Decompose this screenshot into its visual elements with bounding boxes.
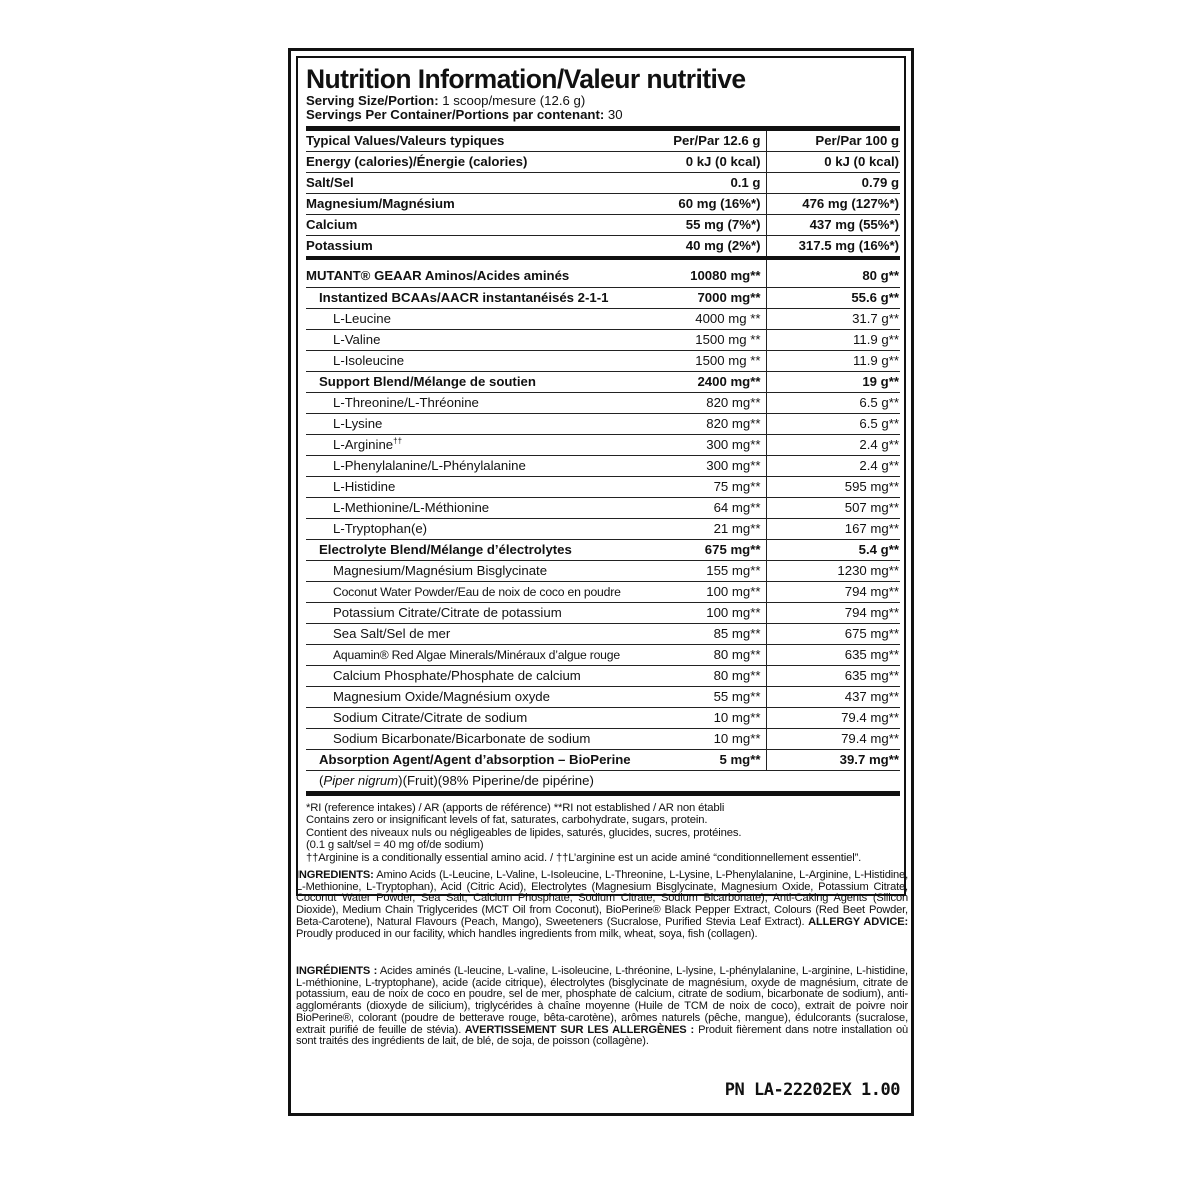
row-name: Calcium — [306, 215, 666, 236]
row-value-serving: 300 mg** — [666, 455, 766, 476]
row-name: L-Histidine — [306, 476, 666, 497]
row-name: Absorption Agent/Agent d’absorption – BioPerine — [306, 749, 666, 770]
table-row — [306, 392, 900, 413]
row-value-serving: 85 mg** — [666, 623, 766, 644]
table-row — [306, 644, 900, 665]
row-value-serving: 10 mg** — [666, 707, 766, 728]
bcaa-row — [306, 287, 900, 308]
row-value-serving: 10080 mg** — [666, 258, 766, 287]
row-name: L-Isoleucine — [306, 350, 666, 371]
row-name: Sodium Citrate/Citrate de sodium — [306, 707, 666, 728]
table-row — [306, 308, 900, 329]
row-value-serving: 10 mg** — [666, 728, 766, 749]
row-value-100g: 476 mg (127%*) — [766, 194, 900, 215]
absorption-agent-row — [306, 749, 900, 770]
table-row — [306, 173, 900, 194]
row-name: Sodium Bicarbonate/Bicarbonate de sodium — [306, 728, 666, 749]
footnote-mark: †† — [393, 436, 403, 446]
servings-per-container: Servings Per Container/Portions par contenant: 30 — [306, 107, 623, 122]
row-value-100g: 11.9 g** — [766, 350, 900, 371]
absorption-note-row — [306, 770, 900, 793]
row-name: Magnesium/Magnésium — [306, 194, 666, 215]
absorption-note: (Piper nigrum)(Fruit)(98% Piperine/de pipérine) — [306, 770, 900, 793]
row-name: Coconut Water Powder/Eau de noix de coco en poudre — [306, 581, 666, 602]
row-value-100g: 0.79 g — [766, 173, 900, 194]
aminos-row — [306, 258, 900, 287]
row-name: MUTANT® GEAAR Aminos/Acides aminés — [306, 258, 666, 287]
row-value-serving: 675 mg** — [666, 539, 766, 560]
row-name: Potassium — [306, 236, 666, 259]
row-value-100g: 635 mg** — [766, 644, 900, 665]
row-value-100g: 5.4 g** — [766, 539, 900, 560]
row-value-100g: 11.9 g** — [766, 329, 900, 350]
row-value-100g: 675 mg** — [766, 623, 900, 644]
support-blend-row — [306, 371, 900, 392]
row-value-100g: 6.5 g** — [766, 392, 900, 413]
row-value-serving: 100 mg** — [666, 602, 766, 623]
row-value-serving: 55 mg** — [666, 686, 766, 707]
header-per-serving: Per/Par 12.6 g — [666, 129, 766, 152]
row-value-100g: 437 mg (55%*) — [766, 215, 900, 236]
row-value-serving: 5 mg** — [666, 749, 766, 770]
nutrition-table — [306, 126, 900, 796]
row-value-serving: 4000 mg ** — [666, 308, 766, 329]
row-value-serving: 820 mg** — [666, 392, 766, 413]
table-row — [306, 581, 900, 602]
row-value-100g: 0 kJ (0 kcal) — [766, 152, 900, 173]
row-value-100g: 31.7 g** — [766, 308, 900, 329]
row-name: L-Phenylalanine/L-Phénylalanine — [306, 455, 666, 476]
row-value-serving: 1500 mg ** — [666, 329, 766, 350]
table-row — [306, 350, 900, 371]
row-value-serving: 7000 mg** — [666, 287, 766, 308]
row-value-serving: 80 mg** — [666, 644, 766, 665]
row-value-100g: 167 mg** — [766, 518, 900, 539]
table-row — [306, 560, 900, 581]
row-name: Instantized BCAAs/AACR instantanéisés 2-1-1 — [306, 287, 666, 308]
row-value-serving: 0.1 g — [666, 173, 766, 194]
row-name: L-Valine — [306, 329, 666, 350]
row-value-serving: 155 mg** — [666, 560, 766, 581]
row-value-100g: 79.4 mg** — [766, 707, 900, 728]
row-value-100g: 2.4 g** — [766, 434, 900, 455]
row-value-serving: 64 mg** — [666, 497, 766, 518]
table-row — [306, 215, 900, 236]
row-value-100g: 635 mg** — [766, 665, 900, 686]
row-name: Salt/Sel — [306, 173, 666, 194]
row-value-100g: 595 mg** — [766, 476, 900, 497]
row-name: L-Lysine — [306, 413, 666, 434]
footnote-line: ††Arginine is a conditionally essential amino acid. / ††L’arginine est un acide aminé “conditionnellement essentiel”. — [306, 851, 862, 864]
footnote-line: *RI (reference intakes) / AR (apports de référence) **RI not established / AR non établi — [306, 801, 725, 814]
row-name: Electrolyte Blend/Mélange d’électrolytes — [306, 539, 666, 560]
row-value-100g: 6.5 g** — [766, 413, 900, 434]
table-row — [306, 476, 900, 497]
row-value-serving: 0 kJ (0 kcal) — [666, 152, 766, 173]
footnote-line: Contient des niveaux nuls ou négligeables de lipides, saturés, glucides, sucres, protéines. — [306, 826, 742, 839]
serving-size: Serving Size/Portion: 1 scoop/mesure (12.6 g) — [306, 93, 586, 108]
row-value-100g: 317.5 mg (16%*) — [766, 236, 900, 259]
table-row — [306, 329, 900, 350]
footnote-line: Contains zero or insignificant levels of fat, saturates, carbohydrate, sugars, protein. — [306, 814, 708, 827]
table-row — [306, 623, 900, 644]
row-value-100g: 55.6 g** — [766, 287, 900, 308]
table-row — [306, 497, 900, 518]
row-name: L-Threonine/L-Thréonine — [306, 392, 666, 413]
row-value-serving: 60 mg (16%*) — [666, 194, 766, 215]
row-value-serving: 820 mg** — [666, 413, 766, 434]
table-row — [306, 728, 900, 749]
row-name: Calcium Phosphate/Phosphate de calcium — [306, 665, 666, 686]
row-name: Aquamin® Red Algae Minerals/Minéraux d’algue rouge — [306, 644, 666, 665]
label-title: Nutrition Information/Valeur nutritive — [306, 64, 746, 94]
part-number: PN LA-22202EX 1.00 — [724, 1080, 900, 1100]
row-name: L-Arginine†† — [306, 434, 666, 455]
nutrition-panel — [296, 56, 906, 896]
ingredients-english: INGREDIENTS: Amino Acids (L-Leucine, L-Valine, L-Isoleucine, L-Threonine, L-Lysine, L-Phenylalanine, L-Arginine, L-Histidine, L-Methionine, L-Tryptophan), Acid (Citric Acid), Electrolytes (Magnesium Bisglycinate, Magnesium Oxide, Potassium Citrate, Coconut Water Powder, Sea Salt, Calcium Phosphate, Sodium Citrate, Sodium Bicarbonate), Anti-Caking Agents (Silicon Dioxide), Medium Chain Triglycerides (MCT Oil from Coconut), BioPerine® Black Pepper Extract, Colours (Red Beet Powder, Beta-Carotene), Natural Flavours (Peach, Mango), Sweeteners (Sucralose, Purified Stevia Leaf Extract). ALLERGY ADVICE: Proudly produced in our facility, which handles ingredients from milk, wheat, soya, fish (collagen). — [296, 869, 908, 940]
row-value-100g: 79.4 mg** — [766, 728, 900, 749]
row-value-100g: 507 mg** — [766, 497, 900, 518]
row-value-100g: 794 mg** — [766, 602, 900, 623]
row-name: Sea Salt/Sel de mer — [306, 623, 666, 644]
table-row — [306, 236, 900, 259]
row-name: Energy (calories)/Énergie (calories) — [306, 152, 666, 173]
row-value-serving: 300 mg** — [666, 434, 766, 455]
electrolyte-blend-row — [306, 539, 900, 560]
row-name: Magnesium/Magnésium Bisglycinate — [306, 560, 666, 581]
row-value-serving: 2400 mg** — [666, 371, 766, 392]
table-row — [306, 686, 900, 707]
row-value-serving: 55 mg (7%*) — [666, 215, 766, 236]
table-header-row — [306, 129, 900, 152]
table-row — [306, 413, 900, 434]
header-typical-values: Typical Values/Valeurs typiques — [306, 129, 666, 152]
row-value-100g: 794 mg** — [766, 581, 900, 602]
row-name: Potassium Citrate/Citrate de potassium — [306, 602, 666, 623]
table-row — [306, 665, 900, 686]
row-name: Magnesium Oxide/Magnésium oxyde — [306, 686, 666, 707]
row-value-serving: 100 mg** — [666, 581, 766, 602]
table-row — [306, 707, 900, 728]
row-value-100g: 39.7 mg** — [766, 749, 900, 770]
row-value-serving: 75 mg** — [666, 476, 766, 497]
header-per-100g: Per/Par 100 g — [766, 129, 900, 152]
row-value-serving: 80 mg** — [666, 665, 766, 686]
row-value-100g: 437 mg** — [766, 686, 900, 707]
row-value-serving: 1500 mg ** — [666, 350, 766, 371]
row-name: L-Leucine — [306, 308, 666, 329]
table-row — [306, 602, 900, 623]
table-row — [306, 152, 900, 173]
row-value-100g: 2.4 g** — [766, 455, 900, 476]
row-value-100g: 1230 mg** — [766, 560, 900, 581]
table-row — [306, 434, 900, 455]
row-value-100g: 19 g** — [766, 371, 900, 392]
table-row — [306, 518, 900, 539]
row-value-serving: 21 mg** — [666, 518, 766, 539]
footnote-line: (0.1 g salt/sel = 40 mg of/de sodium) — [306, 839, 484, 852]
row-value-100g: 80 g** — [766, 258, 900, 287]
row-name: L-Tryptophan(e) — [306, 518, 666, 539]
table-row — [306, 194, 900, 215]
ingredients-french: INGRÉDIENTS : Acides aminés (L-leucine, L-valine, L-isoleucine, L-thréonine, L-lysine, L-phénylalanine, L-arginine, L-histidine, L-méthionine, L-tryptophane), acide (acide citrique), électrolytes (bisglycinate de magnésium, oxyde de magnésium, citrate de potassium, eau de noix de coco en poudre, sel de mer, phosphate de calcium, citrate de sodium, bicarbonate de sodium), anti-agglomérants (dioxyde de silicium), triglycérides à chaîne moyenne (Huile de TCM de noix de coco), extrait de poivre noir BioPerine®, colorant (poudre de betterave rouge, bêta-carotène), arômes naturels (pêche, mangue), édulcorants (sucralose, extrait purifié de feuille de stévia). AVERTISSEMENT SUR LES ALLERGÈNES : Produit fièrement dans notre installation où sont traités des ingrédients de lait, de blé, de soja, de poisson (collagène). — [296, 965, 908, 1048]
footnotes — [306, 802, 896, 865]
row-name: L-Methionine/L-Méthionine — [306, 497, 666, 518]
row-name: Support Blend/Mélange de soutien — [306, 371, 666, 392]
table-row — [306, 455, 900, 476]
row-value-serving: 40 mg (2%*) — [666, 236, 766, 259]
